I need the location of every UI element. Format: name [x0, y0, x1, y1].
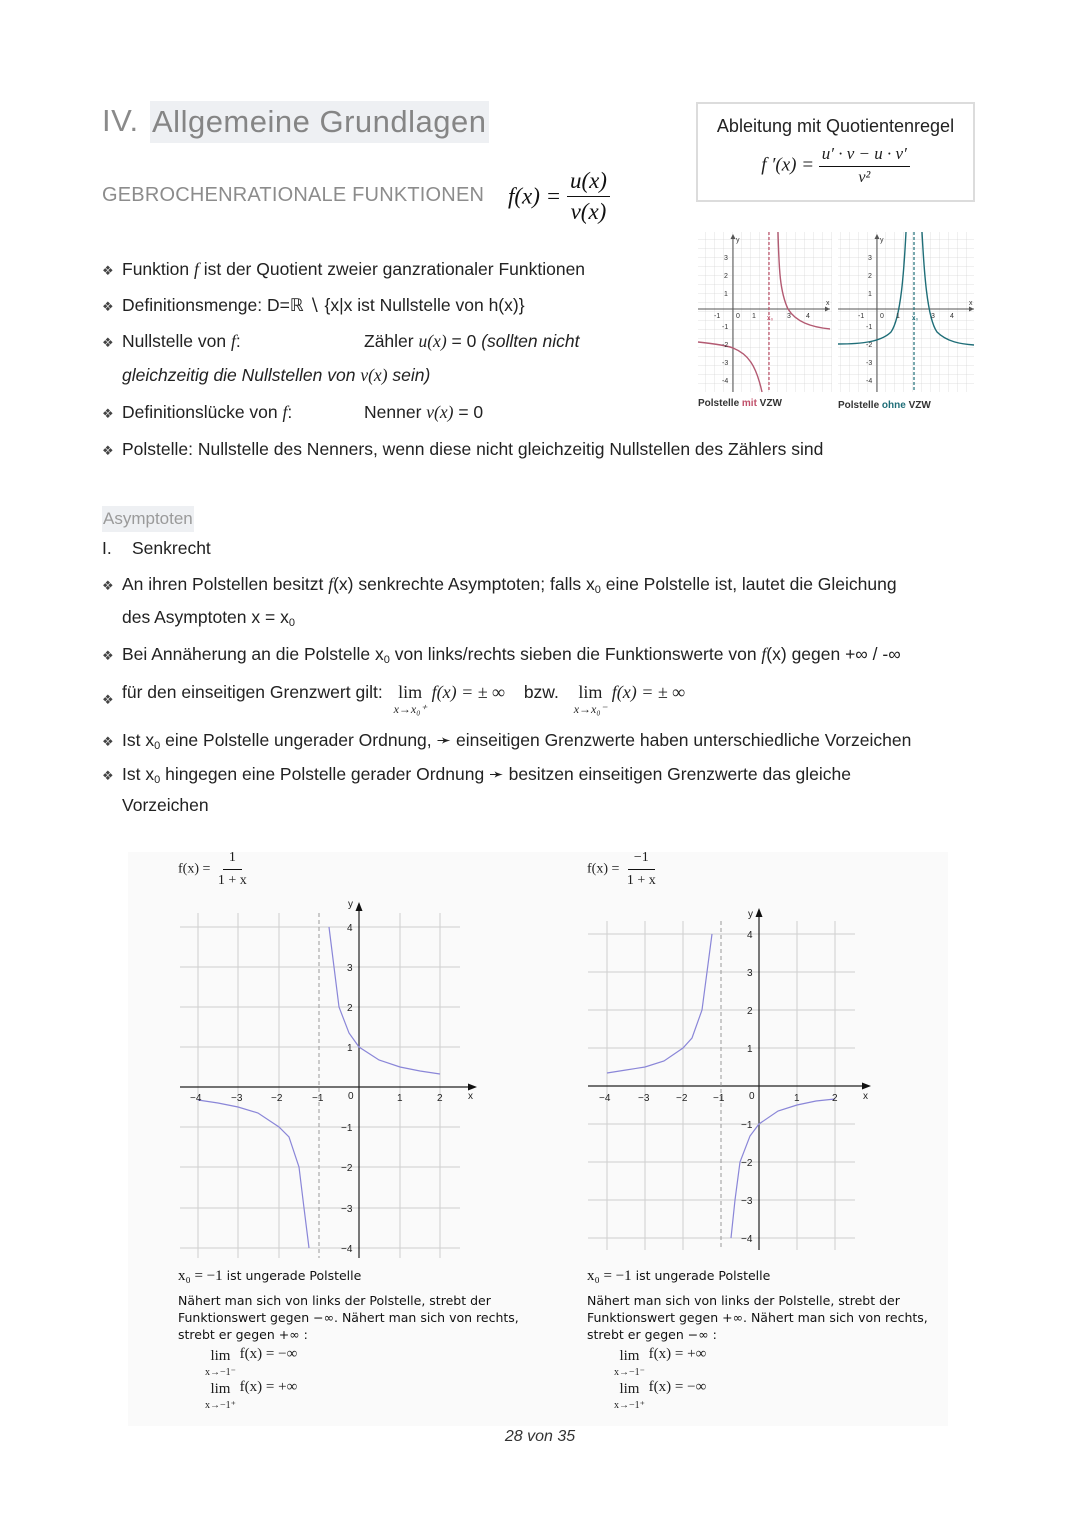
bullet-text: An ihren Polstellen besitzt — [122, 574, 329, 594]
left-limit-1 — [205, 1346, 297, 1380]
svg-text:2: 2 — [747, 1006, 753, 1017]
caption-prefix: Polstelle — [698, 398, 742, 409]
asymptoten-tag: Asymptoten — [102, 506, 194, 532]
left-example-formula — [178, 850, 247, 889]
bullet-text: = 0 — [446, 331, 482, 351]
diamond-bullet-icon: ❖ — [102, 648, 114, 663]
bullet-text: (x) gegen +∞ / -∞ — [766, 644, 901, 664]
limit-expression: f(x) = ± ∞ — [611, 682, 686, 702]
graph-mit-vzw — [698, 232, 832, 392]
subscript: 0 — [154, 774, 161, 786]
caption-prefix: Polstelle — [838, 400, 882, 411]
svg-text:0: 0 — [736, 313, 740, 320]
chart-f-minus-1-over-1-plus-x — [580, 900, 880, 1260]
lim-subscript: x→−1⁺ — [614, 1400, 645, 1411]
svg-text:y: y — [748, 909, 753, 920]
caption-suffix: VZW — [756, 398, 782, 409]
derivative-lhs: f ′(x) = — [761, 154, 815, 176]
diamond-bullet-icon: ❖ — [102, 335, 114, 350]
limit-left — [574, 682, 607, 716]
right-limit-2 — [614, 1379, 706, 1413]
top-graphs — [696, 230, 976, 415]
formula-numerator: u(x) — [567, 168, 610, 197]
derivative-box-title: Ableitung mit Quotientenregel — [716, 116, 955, 136]
graph-ohne-vzw — [838, 232, 974, 392]
note-line: Funktionswert gegen +∞. Nähert man sich von rechts, — [587, 1310, 928, 1325]
diamond-bullet-icon: ❖ — [102, 443, 114, 458]
svg-text:−4: −4 — [741, 1234, 753, 1245]
lim-word: lim — [619, 1348, 640, 1364]
subheading-text: Senkrecht — [132, 538, 211, 558]
svg-text:-1: -1 — [866, 324, 873, 331]
svg-text:-4: -4 — [866, 378, 873, 385]
lim-word: lim — [210, 1348, 231, 1364]
limit-expression: f(x) = ± ∞ — [431, 682, 505, 702]
lim-subscript: x→−1⁻ — [614, 1367, 645, 1378]
bullet-text: Bei Annäherung an die Polstelle x — [122, 644, 384, 664]
svg-text:2: 2 — [724, 273, 728, 280]
bullet-italic-text: (sollten nicht — [481, 331, 580, 351]
math-f: f — [761, 644, 767, 664]
left-limit-2 — [205, 1379, 297, 1413]
svg-text:2: 2 — [437, 1093, 443, 1104]
svg-text:2: 2 — [347, 1003, 353, 1014]
svg-text:−2: −2 — [271, 1093, 283, 1104]
chart-f-1-over-1-plus-x — [170, 895, 490, 1260]
diamond-bullet-icon: ❖ — [102, 692, 114, 707]
note-line: strebt er gegen +∞ : — [178, 1327, 308, 1342]
svg-text:-2: -2 — [866, 342, 873, 349]
svg-text:1: 1 — [747, 1044, 753, 1055]
derivative-rule-box — [696, 102, 975, 202]
svg-text:1: 1 — [397, 1093, 403, 1104]
derivative-formula — [698, 144, 973, 187]
limit-expression: f(x) = −∞ — [239, 1346, 298, 1362]
svg-text:−3: −3 — [341, 1204, 353, 1215]
bullet-text: von links/rechts sieben die Funktionswerte von — [389, 644, 762, 664]
bullet-nullstelle-detail — [364, 331, 579, 352]
right-note-body — [587, 1292, 928, 1343]
formula-numerator: 1 — [223, 850, 242, 870]
lim-word: lim — [210, 1381, 231, 1397]
svg-text:−3: −3 — [638, 1093, 650, 1104]
diamond-bullet-icon: ❖ — [102, 263, 114, 278]
svg-text:−2: −2 — [676, 1093, 688, 1104]
math-v: v(x) — [426, 402, 454, 422]
svg-text:y: y — [348, 899, 353, 910]
left-note-body — [178, 1292, 519, 1343]
svg-text:-3: -3 — [866, 360, 873, 367]
svg-text:3: 3 — [724, 255, 728, 262]
svg-text:−2: −2 — [341, 1163, 353, 1174]
caption-suffix: VZW — [905, 400, 931, 411]
subheading-senkrecht — [102, 538, 211, 559]
svg-text:3: 3 — [347, 963, 353, 974]
bullet-definitionsluecke-detail — [364, 402, 483, 423]
bullet-text: Polstelle: Nullstelle des Nenners, wenn diese nicht gleichzeitig Nullstellen des Zählers sind — [122, 439, 824, 459]
note-line: strebt er gegen −∞ : — [587, 1327, 717, 1342]
lim-subscript: x→−1⁻ — [205, 1367, 236, 1378]
bullet-text: Definitionsmenge: D=ℝ ∖ {x|x ist Nullstelle von h(x)} — [122, 295, 525, 315]
formula-denominator: 1 + x — [217, 873, 247, 888]
lim-block — [614, 1379, 645, 1413]
limit-expression: f(x) = −∞ — [648, 1379, 707, 1395]
lim-word: lim — [398, 682, 423, 702]
lim-block — [205, 1379, 236, 1413]
bullet-annaeherung — [102, 644, 901, 666]
svg-text:−4: −4 — [190, 1093, 202, 1104]
svg-text:x: x — [826, 300, 830, 307]
right-note-title — [587, 1268, 770, 1285]
right-limit-1 — [614, 1346, 706, 1380]
svg-text:2: 2 — [868, 273, 872, 280]
formula-denominator: v(x) — [570, 199, 607, 224]
svg-text:−1: −1 — [341, 1123, 353, 1134]
diamond-bullet-icon: ❖ — [102, 406, 114, 421]
note-x0: x₀ = −1 — [178, 1268, 223, 1284]
bullet-nullstelle-continuation — [122, 365, 430, 386]
diamond-bullet-icon: ❖ — [102, 734, 114, 749]
page-title: Allgemeine Grundlagen — [150, 101, 489, 143]
note-line: Nähert man sich von links der Polstelle, strebt der — [587, 1293, 900, 1308]
svg-text:−3: −3 — [741, 1196, 753, 1207]
math-f: f — [328, 574, 334, 594]
svg-text:0: 0 — [749, 1091, 755, 1102]
svg-text:y: y — [880, 237, 884, 244]
limit-right — [394, 682, 427, 716]
lim-block — [205, 1346, 236, 1380]
svg-text:-4: -4 — [722, 378, 729, 385]
main-formula — [508, 168, 610, 225]
math-f: f — [193, 259, 199, 279]
bullet-funktion — [102, 259, 585, 280]
derivative-numerator: u′ · v − u · v′ — [819, 144, 910, 167]
bullet-text: : — [287, 402, 293, 422]
math-f: f — [282, 402, 288, 422]
svg-text:2: 2 — [832, 1093, 838, 1104]
bullet-text: hingegen eine Polstelle gerader Ordnung ➛ besitzen einseitigen Grenzwerte das gleiche — [160, 764, 852, 784]
svg-text:-1: -1 — [714, 313, 721, 320]
svg-text:-1: -1 — [722, 324, 729, 331]
bullet-polstellen-continuation — [122, 607, 295, 629]
svg-text:1: 1 — [868, 291, 872, 298]
diamond-bullet-icon: ❖ — [102, 299, 114, 314]
note-title-text: ist ungerade Polstelle — [222, 1268, 362, 1283]
formula-numerator: −1 — [628, 850, 655, 870]
subtitle-text: GEBROCHENRATIONALE FUNKTIONEN — [102, 184, 485, 206]
svg-text:x: x — [863, 1091, 868, 1102]
subscript: 0 — [594, 584, 601, 596]
bullet-ungerade-ordnung — [102, 730, 911, 752]
derivative-fraction — [819, 144, 910, 187]
svg-text:1: 1 — [752, 313, 756, 320]
svg-text:3: 3 — [787, 313, 791, 320]
svg-text:x₀: x₀ — [767, 315, 774, 322]
math-v: v(x) — [360, 365, 388, 385]
svg-text:x₀: x₀ — [912, 315, 919, 322]
svg-text:1: 1 — [724, 291, 728, 298]
note-line: Funktionswert gegen −∞. Nähert man sich von rechts, — [178, 1310, 519, 1325]
lim-subscript: x→x₀⁻ — [573, 702, 607, 716]
svg-text:x: x — [468, 1091, 473, 1102]
bullet-text: Zähler — [364, 331, 419, 351]
lim-block — [614, 1346, 645, 1380]
svg-text:-3: -3 — [722, 360, 729, 367]
formula-fraction — [218, 850, 247, 889]
svg-text:4: 4 — [806, 313, 810, 320]
subscript: 0 — [383, 654, 390, 666]
lim-subscript: x→−1⁺ — [205, 1400, 236, 1411]
svg-text:−1: −1 — [741, 1120, 753, 1131]
bullet-definitionsmenge — [102, 295, 525, 316]
section-number: IV. — [102, 103, 139, 138]
caption-mit-vzw — [698, 398, 782, 409]
caption-highlight: mit — [741, 398, 757, 409]
bullet-polstelle — [102, 439, 823, 460]
bullet-text: Nullstelle von — [122, 331, 231, 351]
bullet-grenzwert — [102, 682, 685, 716]
bullet-text: Funktion — [122, 259, 194, 279]
svg-text:3: 3 — [868, 255, 872, 262]
svg-text:−1: −1 — [312, 1093, 324, 1104]
math-u: u(x) — [418, 331, 447, 351]
caption-ohne-vzw — [838, 400, 931, 411]
formula-fraction — [567, 168, 610, 225]
formula-lhs: f(x) = — [178, 861, 211, 877]
bullet-nullstelle — [102, 331, 241, 352]
subheading-number: I. — [102, 538, 112, 558]
svg-text:x: x — [969, 300, 973, 307]
diamond-bullet-icon: ❖ — [102, 578, 114, 593]
bullet-text: für den einseitigen Grenzwert gilt: — [122, 682, 388, 702]
bullet-text: Ist x — [122, 730, 155, 750]
formula-lhs: f(x) = — [508, 183, 562, 209]
page-number: 28 von 35 — [504, 1428, 576, 1445]
svg-text:3: 3 — [931, 313, 935, 320]
bullet-text: bzw. — [523, 682, 559, 702]
left-note-title — [178, 1268, 361, 1285]
svg-text:−3: −3 — [231, 1093, 243, 1104]
bullet-text: sein) — [387, 365, 431, 385]
bullet-gerade-continuation: Vorzeichen — [122, 795, 209, 815]
bullet-polstellen-asymptoten — [102, 574, 897, 596]
limit-expression: f(x) = +∞ — [648, 1346, 707, 1362]
formula-lhs: f(x) = — [587, 861, 620, 877]
bullet-text: eine Polstelle ist, lautet die Gleichung — [600, 574, 897, 594]
svg-text:−4: −4 — [599, 1093, 611, 1104]
bullet-text: Nenner — [364, 402, 427, 422]
section-subtitle — [102, 184, 484, 207]
formula-fraction — [627, 850, 656, 889]
lim-word: lim — [578, 682, 603, 702]
subscript: 0 — [154, 740, 161, 752]
svg-text:−2: −2 — [741, 1158, 753, 1169]
bullet-text: eine Polstelle ungerader Ordnung, ➛ einseitigen Grenzwerte haben unterschiedliche Vorzeichen — [160, 730, 912, 750]
bullet-gerade-ordnung — [102, 764, 851, 786]
lim-word: lim — [619, 1381, 640, 1397]
bullet-text: Definitionslücke von — [122, 402, 283, 422]
note-x0: x₀ = −1 — [587, 1268, 632, 1284]
note-line: Nähert man sich von links der Polstelle, strebt der — [178, 1293, 491, 1308]
svg-text:4: 4 — [347, 923, 353, 934]
bullet-text: = 0 — [453, 402, 484, 422]
bullet-text: Ist x — [122, 764, 155, 784]
svg-text:0: 0 — [348, 1091, 354, 1102]
bullet-text: des Asymptoten x = x — [122, 607, 289, 627]
bullet-text: (x) senkrechte Asymptoten; falls x — [333, 574, 595, 594]
bullet-text: gleichzeitig die Nullstellen von — [122, 365, 361, 385]
math-f: f — [230, 331, 236, 351]
subscript: 0 — [288, 617, 295, 629]
svg-text:1: 1 — [896, 313, 900, 320]
caption-highlight: ohne — [881, 400, 906, 411]
svg-text:-1: -1 — [858, 313, 865, 320]
bullet-text: ist der Quotient zweier ganzrationaler Funktionen — [198, 259, 586, 279]
polstelle-graphs-svg — [696, 230, 976, 415]
derivative-denominator: v² — [858, 169, 871, 186]
svg-text:-2: -2 — [722, 342, 729, 349]
svg-text:y: y — [736, 237, 740, 244]
svg-text:4: 4 — [950, 313, 954, 320]
diamond-bullet-icon: ❖ — [102, 768, 114, 783]
limit-expression: f(x) = +∞ — [239, 1379, 298, 1395]
note-title-text: ist ungerade Polstelle — [631, 1268, 771, 1283]
right-example-formula — [587, 850, 656, 889]
svg-text:−1: −1 — [713, 1093, 725, 1104]
svg-text:4: 4 — [747, 930, 753, 941]
svg-text:1: 1 — [794, 1093, 800, 1104]
svg-text:3: 3 — [747, 968, 753, 979]
svg-text:−4: −4 — [341, 1244, 353, 1255]
svg-text:0: 0 — [880, 313, 884, 320]
formula-denominator: 1 + x — [626, 873, 656, 888]
lim-subscript: x→x₀⁺ — [393, 702, 427, 716]
bullet-definitionsluecke — [102, 402, 292, 423]
bullet-text: : — [235, 331, 241, 351]
svg-text:1: 1 — [347, 1043, 353, 1054]
